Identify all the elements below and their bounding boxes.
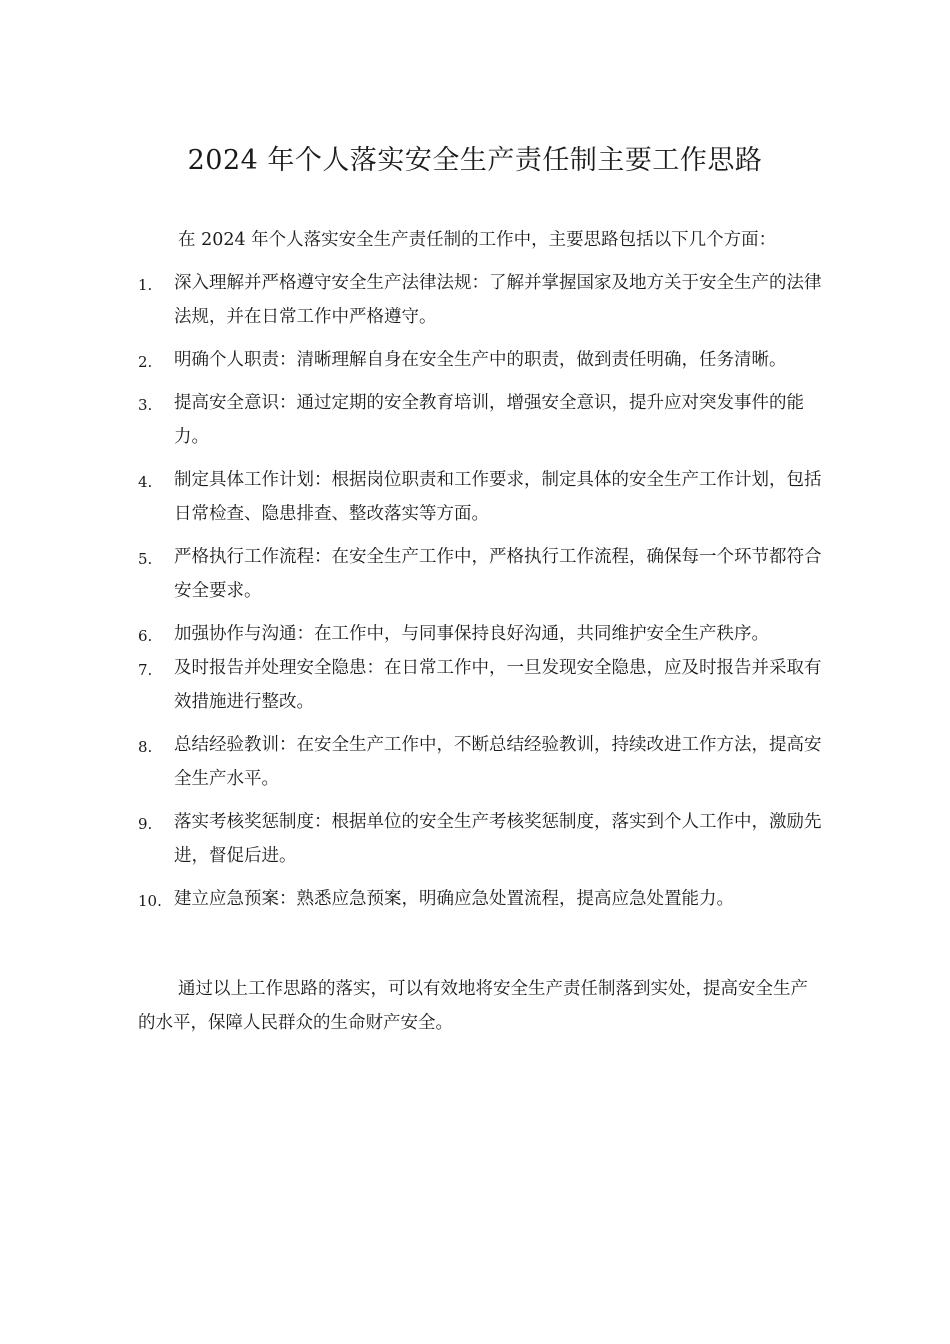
list-item bbox=[138, 266, 838, 334]
list-item-text: 提高安全意识：通过定期的安全教育培训，增强安全意识，提升应对突发事件的能力。 bbox=[174, 393, 804, 447]
list-item bbox=[138, 728, 838, 796]
list-item-number: 2. bbox=[138, 353, 153, 371]
list-item-number: 1. bbox=[138, 276, 153, 294]
list-item-number: 4. bbox=[138, 473, 153, 491]
list-item-number: 3. bbox=[138, 396, 153, 414]
list-item-text: 明确个人职责：清晰理解自身在安全生产中的职责，做到责任明确，任务清晰。 bbox=[174, 350, 787, 370]
list-item-number: 6. bbox=[138, 627, 153, 645]
list-item bbox=[138, 617, 838, 651]
list-item bbox=[138, 651, 838, 719]
document-title: 2024 年个人落实安全生产责任制主要工作思路 bbox=[187, 145, 763, 176]
list-item-number: 8. bbox=[138, 738, 153, 756]
conclusion-paragraph: 通过以上工作思路的落实，可以有效地将安全生产责任制落到实处，提高安全生产的水平，保障人民群众的生命财产安全。 bbox=[138, 979, 808, 1033]
intro-paragraph: 在 2024 年个人落实安全生产责任制的工作中，主要思路包括以下几个方面： bbox=[178, 230, 777, 250]
list-item bbox=[138, 343, 838, 377]
list-item-text: 落实考核奖惩制度：根据单位的安全生产考核奖惩制度，落实到个人工作中，激励先进，督促后进。 bbox=[174, 812, 822, 866]
list-item bbox=[138, 805, 838, 873]
list-item-text: 制定具体工作计划：根据岗位职责和工作要求，制定具体的安全生产工作计划，包括日常检查、隐患排查、整改落实等方面。 bbox=[174, 470, 822, 524]
list-item-number: 9. bbox=[138, 815, 153, 833]
list-item bbox=[138, 882, 838, 916]
list-item-text: 及时报告并处理安全隐患：在日常工作中，一旦发现安全隐患，应及时报告并采取有效措施进行整改。 bbox=[174, 658, 822, 712]
list-item-number: 5. bbox=[138, 550, 153, 568]
list-item-text: 深入理解并严格遵守安全生产法律法规：了解并掌握国家及地方关于安全生产的法律法规，并在日常工作中严格遵守。 bbox=[174, 273, 822, 327]
list-item-number: 7. bbox=[138, 661, 153, 679]
list-item bbox=[138, 540, 838, 608]
list-item-text: 总结经验教训：在安全生产工作中，不断总结经验教训，持续改进工作方法，提高安全生产水平。 bbox=[174, 735, 822, 789]
list-item-text: 严格执行工作流程：在安全生产工作中，严格执行工作流程，确保每一个环节都符合安全要求。 bbox=[174, 547, 822, 601]
list-item bbox=[138, 386, 838, 454]
list-item bbox=[138, 463, 838, 531]
thoughts-list bbox=[138, 266, 838, 916]
list-item-number: 10. bbox=[138, 892, 162, 910]
list-item-text: 建立应急预案：熟悉应急预案，明确应急处置流程，提高应急处置能力。 bbox=[174, 889, 734, 909]
list-item-text: 加强协作与沟通：在工作中，与同事保持良好沟通，共同维护安全生产秩序。 bbox=[174, 624, 769, 644]
